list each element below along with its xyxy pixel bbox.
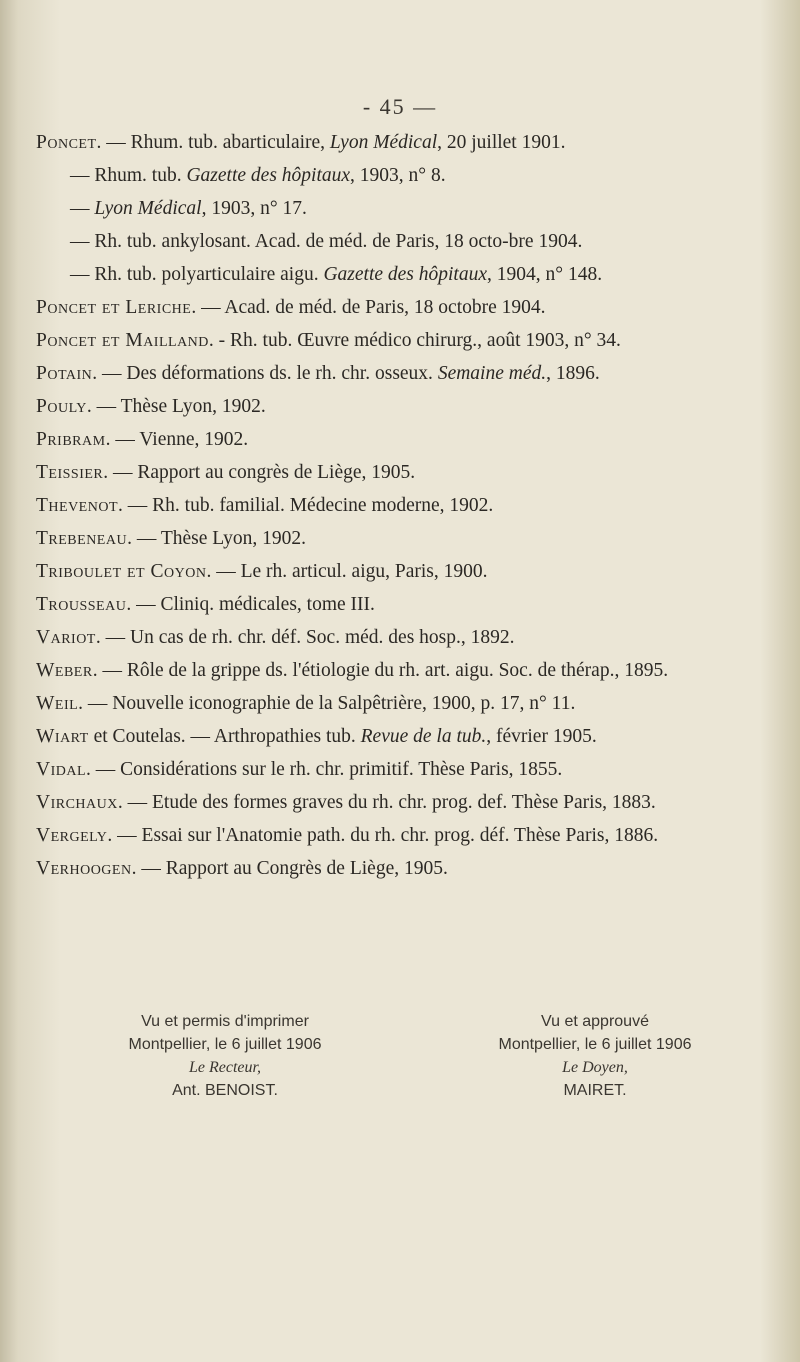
bibliography-entry (36, 295, 764, 321)
entry-separator: . — (103, 462, 138, 483)
bibliography-entry (36, 427, 764, 453)
entry-text: Rh. tub. polyarticulaire aigu. (94, 264, 324, 285)
entry-separator: . — (96, 132, 131, 153)
approval-block (60, 1010, 760, 1102)
entry-text: Etude des formes graves du rh. chr. prog. def. Thèse Paris, 1883. (152, 792, 656, 813)
bibliography-entry (36, 724, 764, 750)
entry-author: Trousseau (36, 594, 127, 615)
entry-journal: Revue de la tub. (360, 726, 487, 747)
entry-separator: — (70, 264, 95, 285)
entry-text: Acad. de méd. de Paris, 18 octobre 1904. (224, 297, 546, 318)
entry-author: Trebeneau (36, 528, 128, 549)
approval-right-line1: Vu et approuvé (541, 1013, 649, 1030)
entry-journal: Lyon Médical (329, 132, 438, 153)
entry-author: Weil (36, 693, 79, 714)
entry-text: Cliniq. médicales, tome III. (160, 594, 375, 615)
entry-separator: — (70, 165, 95, 186)
bibliography-entry (36, 460, 764, 486)
entry-author: Triboulet et Coyon (36, 561, 207, 582)
approval-left-role: Le Recteur, (189, 1059, 261, 1076)
entry-journal: Gazette des hôpitaux (323, 264, 488, 285)
entry-separator: . — (126, 594, 161, 615)
entry-separator: . — (92, 660, 127, 681)
entry-author: Pouly (36, 396, 87, 417)
entry-separator: . — (86, 396, 121, 417)
entry-text-end: , 20 juillet 1901. (437, 132, 566, 153)
bibliography-entry (36, 658, 764, 684)
entry-author: Vergely (36, 825, 108, 846)
approval-left-line1: Vu et permis d'imprimer (141, 1013, 309, 1030)
bibliography-entry (36, 361, 764, 387)
entry-author: Virchaux (36, 792, 118, 813)
entry-journal: Lyon Médical (94, 198, 202, 219)
entry-separator: . — (107, 825, 142, 846)
entry-author: Poncet et Leriche (36, 297, 192, 318)
entry-text-end: , 1903, n° 8. (350, 165, 446, 186)
bibliography-entry (36, 262, 764, 288)
bibliography-entry (36, 691, 764, 717)
bibliography-entry (36, 229, 764, 255)
entry-author: Verhoogen (36, 858, 132, 879)
entry-separator: . — (118, 495, 153, 516)
entry-author: Poncet et Mailland (36, 330, 209, 351)
bibliography-entry (36, 163, 764, 189)
bibliography-entry (36, 823, 764, 849)
bibliography-list (36, 130, 764, 889)
entry-text: Rhum. tub. abarticulaire, (130, 132, 330, 153)
entry-text-end: , février 1905. (486, 726, 597, 747)
entry-text: Rôle de la grippe ds. l'étiologie du rh. art. aigu. Soc. de thérap., 1895. (126, 660, 669, 681)
entry-text: Un cas de rh. chr. déf. Soc. méd. des hosp., 1892. (129, 627, 515, 648)
bibliography-entry (36, 592, 764, 618)
entry-journal: Gazette des hôpitaux (186, 165, 351, 186)
entry-author: Wiart (36, 726, 89, 747)
approval-left-line2: Montpellier, le 6 juillet 1906 (128, 1036, 322, 1053)
entry-separator: . — (206, 561, 241, 582)
bibliography-entry (36, 790, 764, 816)
entry-separator: . - (208, 330, 231, 351)
entry-text: Des déformations ds. le rh. chr. osseux. (126, 363, 438, 384)
entry-author: Variot (36, 627, 96, 648)
approval-right-line2: Montpellier, le 6 juillet 1906 (498, 1036, 692, 1053)
bibliography-entry (36, 394, 764, 420)
entry-text: Rh. tub. ankylosant. Acad. de méd. de Paris, 18 octo-bre 1904. (94, 231, 583, 252)
bibliography-entry (36, 625, 764, 651)
bibliography-entry (36, 328, 764, 354)
entry-separator: et Coutelas. — (88, 726, 214, 747)
approval-dean (430, 1010, 760, 1102)
entry-text: Thèse Lyon, 1902. (120, 396, 266, 417)
entry-author: Thevenot (36, 495, 119, 516)
entry-separator: . — (117, 792, 152, 813)
approval-rector (60, 1010, 390, 1102)
bibliography-entry (36, 130, 764, 156)
entry-journal: Semaine méd. (437, 363, 547, 384)
entry-separator: . — (92, 363, 127, 384)
entry-text: Thèse Lyon, 1902. (160, 528, 307, 549)
approval-left-name: Ant. BENOIST. (172, 1082, 278, 1099)
bibliography-entry (36, 757, 764, 783)
entry-author: Poncet (36, 132, 97, 153)
bibliography-entry (36, 493, 764, 519)
bibliography-entry (36, 526, 764, 552)
entry-text: Rapport au Congrès de Liège, 1905. (165, 858, 448, 879)
entry-author: Pribram (36, 429, 106, 450)
entry-author: Vidal (36, 759, 87, 780)
bibliography-entry (36, 196, 764, 222)
approval-right-role: Le Doyen, (562, 1059, 628, 1076)
entry-text-end: , 1903, n° 17. (201, 198, 307, 219)
entry-text: Rh. tub. familial. Médecine moderne, 1902. (152, 495, 494, 516)
entry-text: Vienne, 1902. (139, 429, 249, 450)
entry-separator: . — (127, 528, 161, 549)
entry-separator: — (70, 198, 95, 219)
entry-text-end: , 1904, n° 148. (487, 264, 603, 285)
entry-separator: . — (105, 429, 140, 450)
bibliography-entry (36, 559, 764, 585)
entry-text: Rapport au congrès de Liège, 1905. (137, 462, 416, 483)
entry-text: Le rh. articul. aigu, Paris, 1900. (240, 561, 488, 582)
entry-author: Weber (36, 660, 93, 681)
bibliography-entry (36, 856, 764, 882)
entry-separator: . — (191, 297, 225, 318)
entry-separator: . — (86, 759, 121, 780)
entry-separator: . — (131, 858, 166, 879)
entry-text: Rhum. tub. (94, 165, 187, 186)
entry-author: Potain (36, 363, 93, 384)
entry-text: Nouvelle iconographie de la Salpêtrière, 1900, p. 17, n° 11. (112, 693, 576, 714)
entry-text: Essai sur l'Anatomie path. du rh. chr. prog. déf. Thèse Paris, 1886. (141, 825, 659, 846)
entry-separator: . — (95, 627, 130, 648)
entry-text: Considérations sur le rh. chr. primitif. Thèse Paris, 1855. (120, 759, 563, 780)
entry-text: Rh. tub. Œuvre médico chirurg., août 1903, n° 34. (230, 330, 621, 351)
entry-author: Teissier (36, 462, 104, 483)
entry-separator: — (70, 231, 95, 252)
entry-text-end: , 1896. (546, 363, 600, 384)
entry-text: Arthropathies tub. (213, 726, 361, 747)
page-number: - 45 — (362, 94, 438, 119)
entry-separator: . — (78, 693, 113, 714)
approval-right-name: MAIRET. (563, 1082, 627, 1099)
